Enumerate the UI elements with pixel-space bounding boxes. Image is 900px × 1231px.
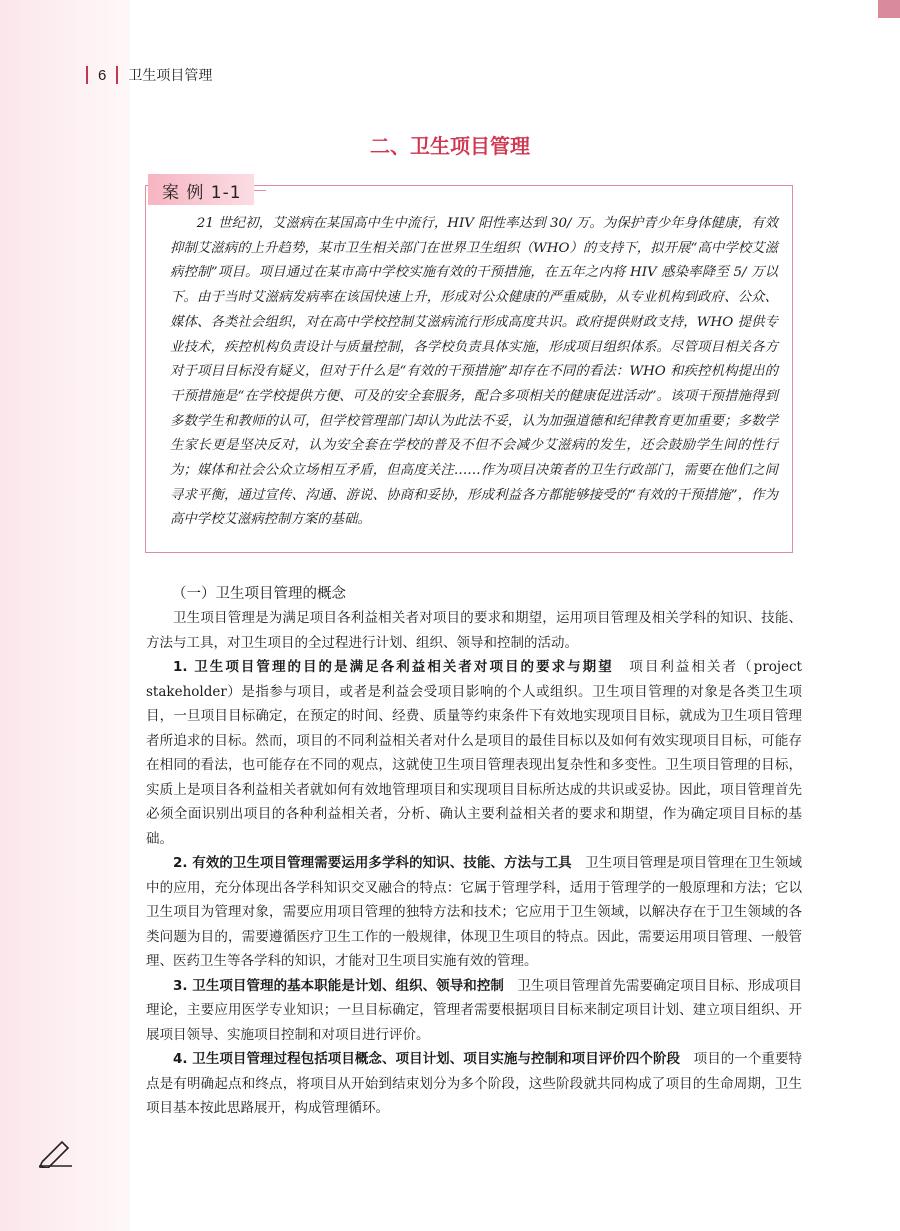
pencil-note-icon (38, 1136, 74, 1168)
page-margin-band (0, 0, 130, 1231)
paragraph (146, 974, 802, 1048)
paragraph-text: 卫生项目管理是项目管理在卫生领域中的应用，充分体现出各学科知识交叉融合的特点：它属于管理学科，适用于管理学的一般原理和方法；它以卫生项目为管理对象，需要应用项目管理的独特方法和技术；它应用于卫生领域，以解决存在于卫生领域的各类问题为目的，需要遵循医疗卫生工作的一般规律，体现卫生项目的特点。因此，需要运用项目管理、一般管理、医药卫生等各学科的知识，才能对卫生项目实施有效的管理。 (146, 855, 802, 969)
section-title: 二、卫生项目管理 (370, 134, 530, 158)
case-label: 案 例 1-1 (162, 183, 242, 203)
paragraph-lead: 1. 卫生项目管理的目的是满足各利益相关者对项目的要求与期望 (173, 659, 614, 675)
paragraph-text: 卫生项目管理是为满足项目各利益相关者对项目的要求和期望，运用项目管理及相关学科的知识、技能、方法与工具，对卫生项目的全过程进行计划、组织、领导和控制的活动。 (146, 610, 802, 651)
paragraph-text: 项目的一个重要特点是有明确起点和终点，将项目从开始到结束划分为多个阶段，这些阶段就共同构成了项目的生命周期，卫生项目基本按此思路展开，构成管理循环。 (146, 1051, 802, 1116)
running-title: 卫生项目管理 (128, 67, 213, 83)
running-header (86, 64, 212, 86)
body-text (146, 606, 802, 1121)
paragraph (146, 851, 802, 974)
page-number: 6 (98, 66, 107, 84)
paragraph-lead: 4. 卫生项目管理过程包括项目概念、项目计划、项目实施与控制和项目评价四个阶段 (173, 1051, 681, 1067)
paragraph (146, 606, 802, 655)
paragraph (146, 655, 802, 851)
paragraph (146, 1047, 802, 1121)
paragraph-text: 卫生项目管理首先需要确定项目目标、形成项目理论，主要应用医学专业知识；一旦目标确定，管理者需要根据项目目标来制定项目计划、建立项目组织、开展项目领导、实施项目控制和对项目进行评价。 (146, 977, 802, 1043)
paragraph-lead: 3. 卫生项目管理的基本职能是计划、组织、领导和控制 (173, 977, 504, 994)
paragraph-text: 项目利益相关者（project stakeholder）是指参与项目，或者是利益会受项目影响的个人或组织。卫生项目管理的对象是各类卫生项目，一旦项目目标确定，在预定的时间、经费、质量等约束条件下有效地实现项目目标，就成为卫生项目管理者所追求的目标。然而，项目的不同利益相关者对什么是项目的最佳目标以及如何有效实现项目目标，可能存在相同的看法，也可能存在不同的观点，这就使卫生项目管理表现出复杂性和多变性。卫生项目管理的目标，实质上是项目各利益相关者就如何有效地管理项目和实现项目目标所达成的共识或妥协。因此，项目管理首先必须全面识别出项目的各种利益相关者，分析、确认主要利益相关者的要求和期望，作为确定项目目标的基础。 (146, 659, 802, 847)
corner-tab (878, 0, 900, 18)
header-bar-left (86, 66, 88, 84)
paragraph-lead: 2. 有效的卫生项目管理需要运用多学科的知识、技能、方法与工具 (173, 855, 572, 871)
subsection-heading: （一）卫生项目管理的概念 (172, 586, 346, 602)
case-tab-connector (254, 190, 266, 191)
header-bar-right (116, 66, 118, 84)
case-text: 21 世纪初，艾滋病在某国高中生中流行，HIV 阳性率达到 30/ 万。为保护青少年身体健康，有效抑制艾滋病的上升趋势，某市卫生相关部门在世界卫生组织（WHO）的支持下，拟开展“高中学校艾滋病控制”项目。项目通过在某市高中学校实施有效的干预措施，在五年之内将 HIV 感染率降至 5/ 万以下。由于当时艾滋病发病率在该国快速上升，形成对公众健康的严重威胁，从专业机构到政府、公众、媒体、各类社会组织，对在高中学校控制艾滋病流行形成高度共识。政府提供财政支持，WHO 提供专业技术，疾控机构负责设计与质量控制，各学校负责具体实施，形成项目组织体系。尽管项目相关各方对于项目目标没有疑义，但对于什么是“有效的干预措施”却存在不同的看法：WHO 和疾控机构提出的干预措施是“在学校提供方便、可及的安全套服务，配合多项相关的健康促进活动”。该项干预措施得到多数学生和教师的认可，但学校管理部门却认为此法不妥，认为加强道德和纪律教育更加重要；多数学生家长更是坚决反对，认为安全套在学校的普及不但不会减少艾滋病的发生，还会鼓励学生间的性行为；媒体和社会公众立场相互矛盾，但高度关注……作为项目决策者的卫生行政部门，需要在他们之间寻求平衡，通过宣传、沟通、游说、协商和妥协，形成利益各方都能够接受的“有效的干预措施”，作为高中学校艾滋病控制方案的基础。 (170, 216, 778, 528)
